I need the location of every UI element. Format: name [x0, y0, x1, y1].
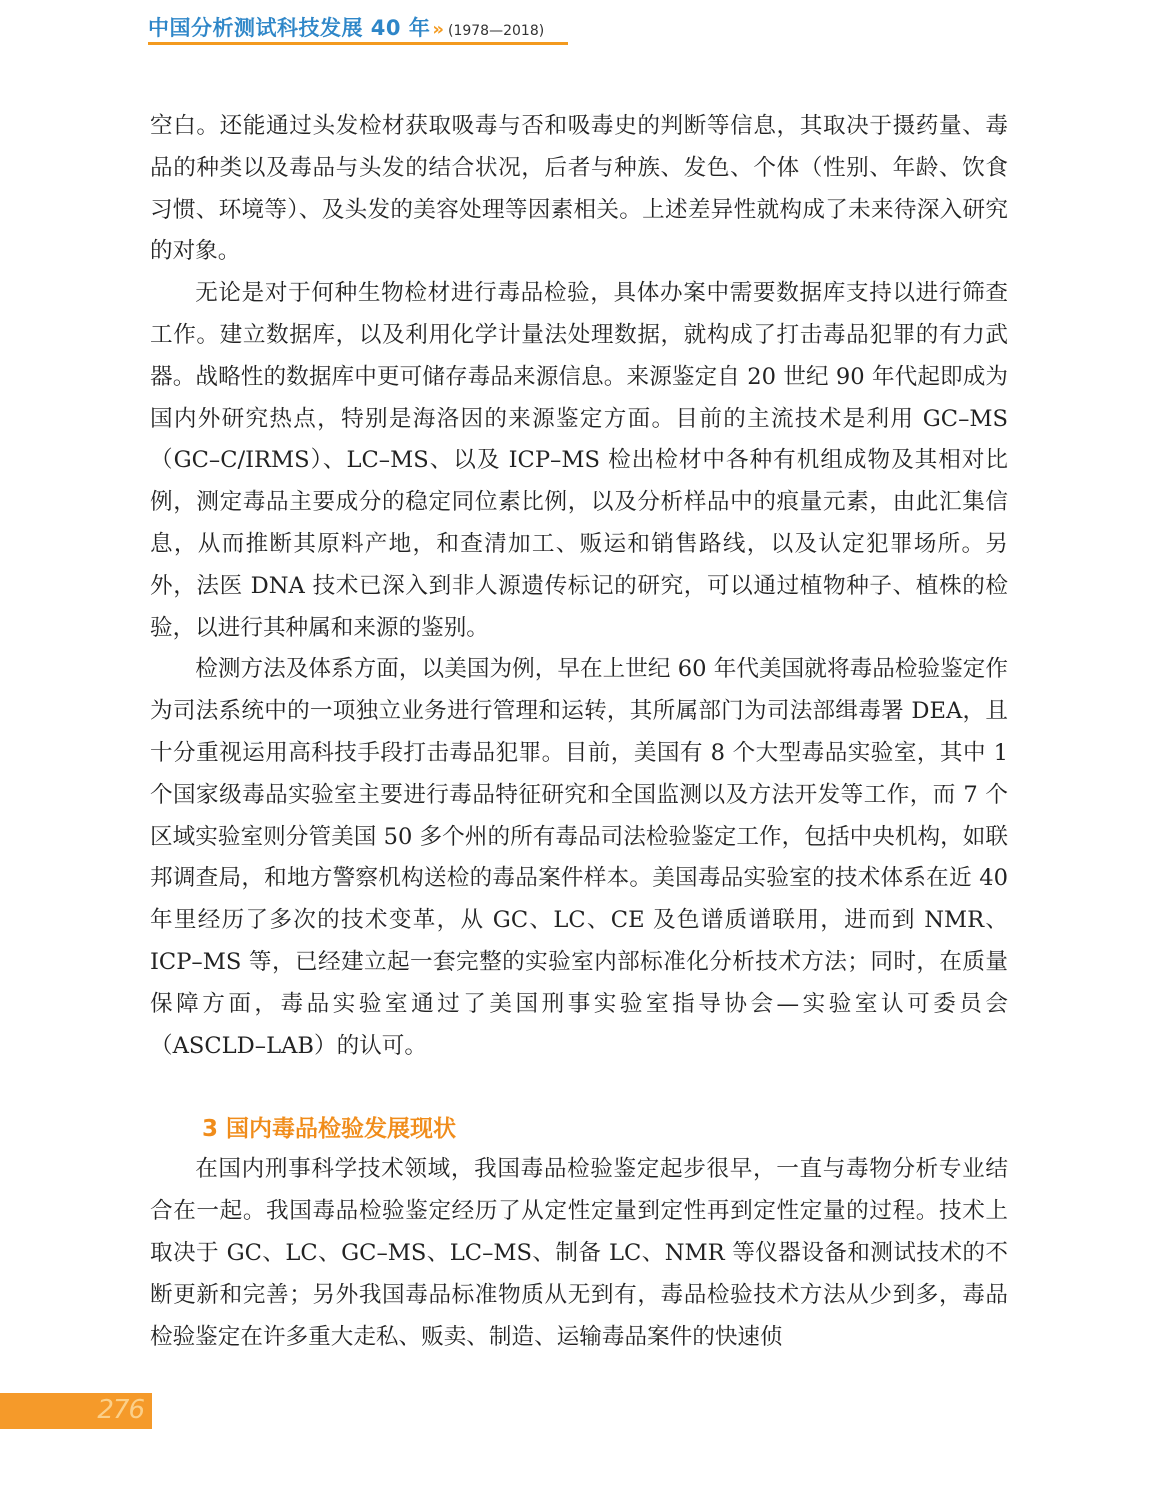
running-header: [148, 12, 544, 46]
header-rule: [148, 42, 568, 45]
section-heading: 3 国内毒品检验发展现状: [202, 1116, 457, 1143]
paragraph-database: 无论是对于何种生物检材进行毒品检验，具体办案中需要数据库支持以进行筛查工作。建立数据库，以及利用化学计量法处理数据，就构成了打击毒品犯罪的有力武器。战略性的数据库中更可储存毒品来源信息。来源鉴定自 20 世纪 90 年代起即成为国内外研究热点，特别是海洛因的来源鉴定方面。目前的主流技术是利用 GC–MS（GC–C/IRMS）、LC–MS、以及 ICP–MS 检出检材中各种有机组成物及其相对比例，测定毒品主要成分的稳定同位素比例，以及分析样品中的痕量元素，由此汇集信息，从而推断其原料产地，和查清加工、贩运和销售路线，以及认定犯罪场所。另外，法医 DNA 技术已深入到非人源遗传标记的研究，可以通过植物种子、植株的检验，以进行其种属和来源的鉴别。: [150, 280, 1008, 641]
book-title: 中国分析测试科技发展 40 年: [148, 16, 431, 40]
paragraph-domestic: 在国内刑事科学技术领域，我国毒品检验鉴定起步很早，一直与毒物分析专业结合在一起。我国毒品检验鉴定经历了从定性定量到定性再到定性定量的过程。技术上取决于 GC、LC、GC–MS、LC–MS、制备 LC、NMR 等仪器设备和测试技术的不断更新和完善；另外我国毒品标准物质从无到有，毒品检验技术方法从少到多，毒品检验鉴定在许多重大走私、贩卖、制造、运输毒品案件的快速侦: [150, 1156, 1008, 1350]
paragraph-us-system: 检测方法及体系方面，以美国为例，早在上世纪 60 年代美国就将毒品检验鉴定作为司法系统中的一项独立业务进行管理和运转，其所属部门为司法部缉毒署 DEA，且十分重视运用高科技手段打击毒品犯罪。目前，美国有 8 个大型毒品实验室，其中 1 个国家级毒品实验室主要进行毒品特征研究和全国监测以及方法开发等工作，而 7 个区域实验室则分管美国 50 多个州的所有毒品司法检验鉴定工作，包括中央机构，如联邦调查局，和地方警察机构送检的毒品案件样本。美国毒品实验室的技术体系在近 40 年里经历了多次的技术变革，从 GC、LC、CE 及色谱质谱联用，进而到 NMR、ICP–MS 等，已经建立起一套完整的实验室内部标准化分析技术方法；同时，在质量保障方面，毒品实验室通过了美国刑事实验室指导协会—实验室认可委员会（ASCLD–LAB）的认可。: [150, 656, 1008, 1059]
year-range: (1978—2018): [448, 23, 545, 39]
double-chevron-icon: »: [432, 19, 444, 40]
paragraph-continued: 空白。还能通过头发检材获取吸毒与否和吸毒史的判断等信息，其取决于摄药量、毒品的种类以及毒品与头发的结合状况，后者与种族、发色、个体（性别、年龄、饮食习惯、环境等）、及头发的美容处理等因素相关。上述差异性就构成了未来待深入研究的对象。: [150, 113, 1008, 265]
page-number-badge: [0, 1393, 152, 1429]
page-number: 276: [97, 1395, 144, 1425]
body-text: [150, 106, 1008, 1358]
